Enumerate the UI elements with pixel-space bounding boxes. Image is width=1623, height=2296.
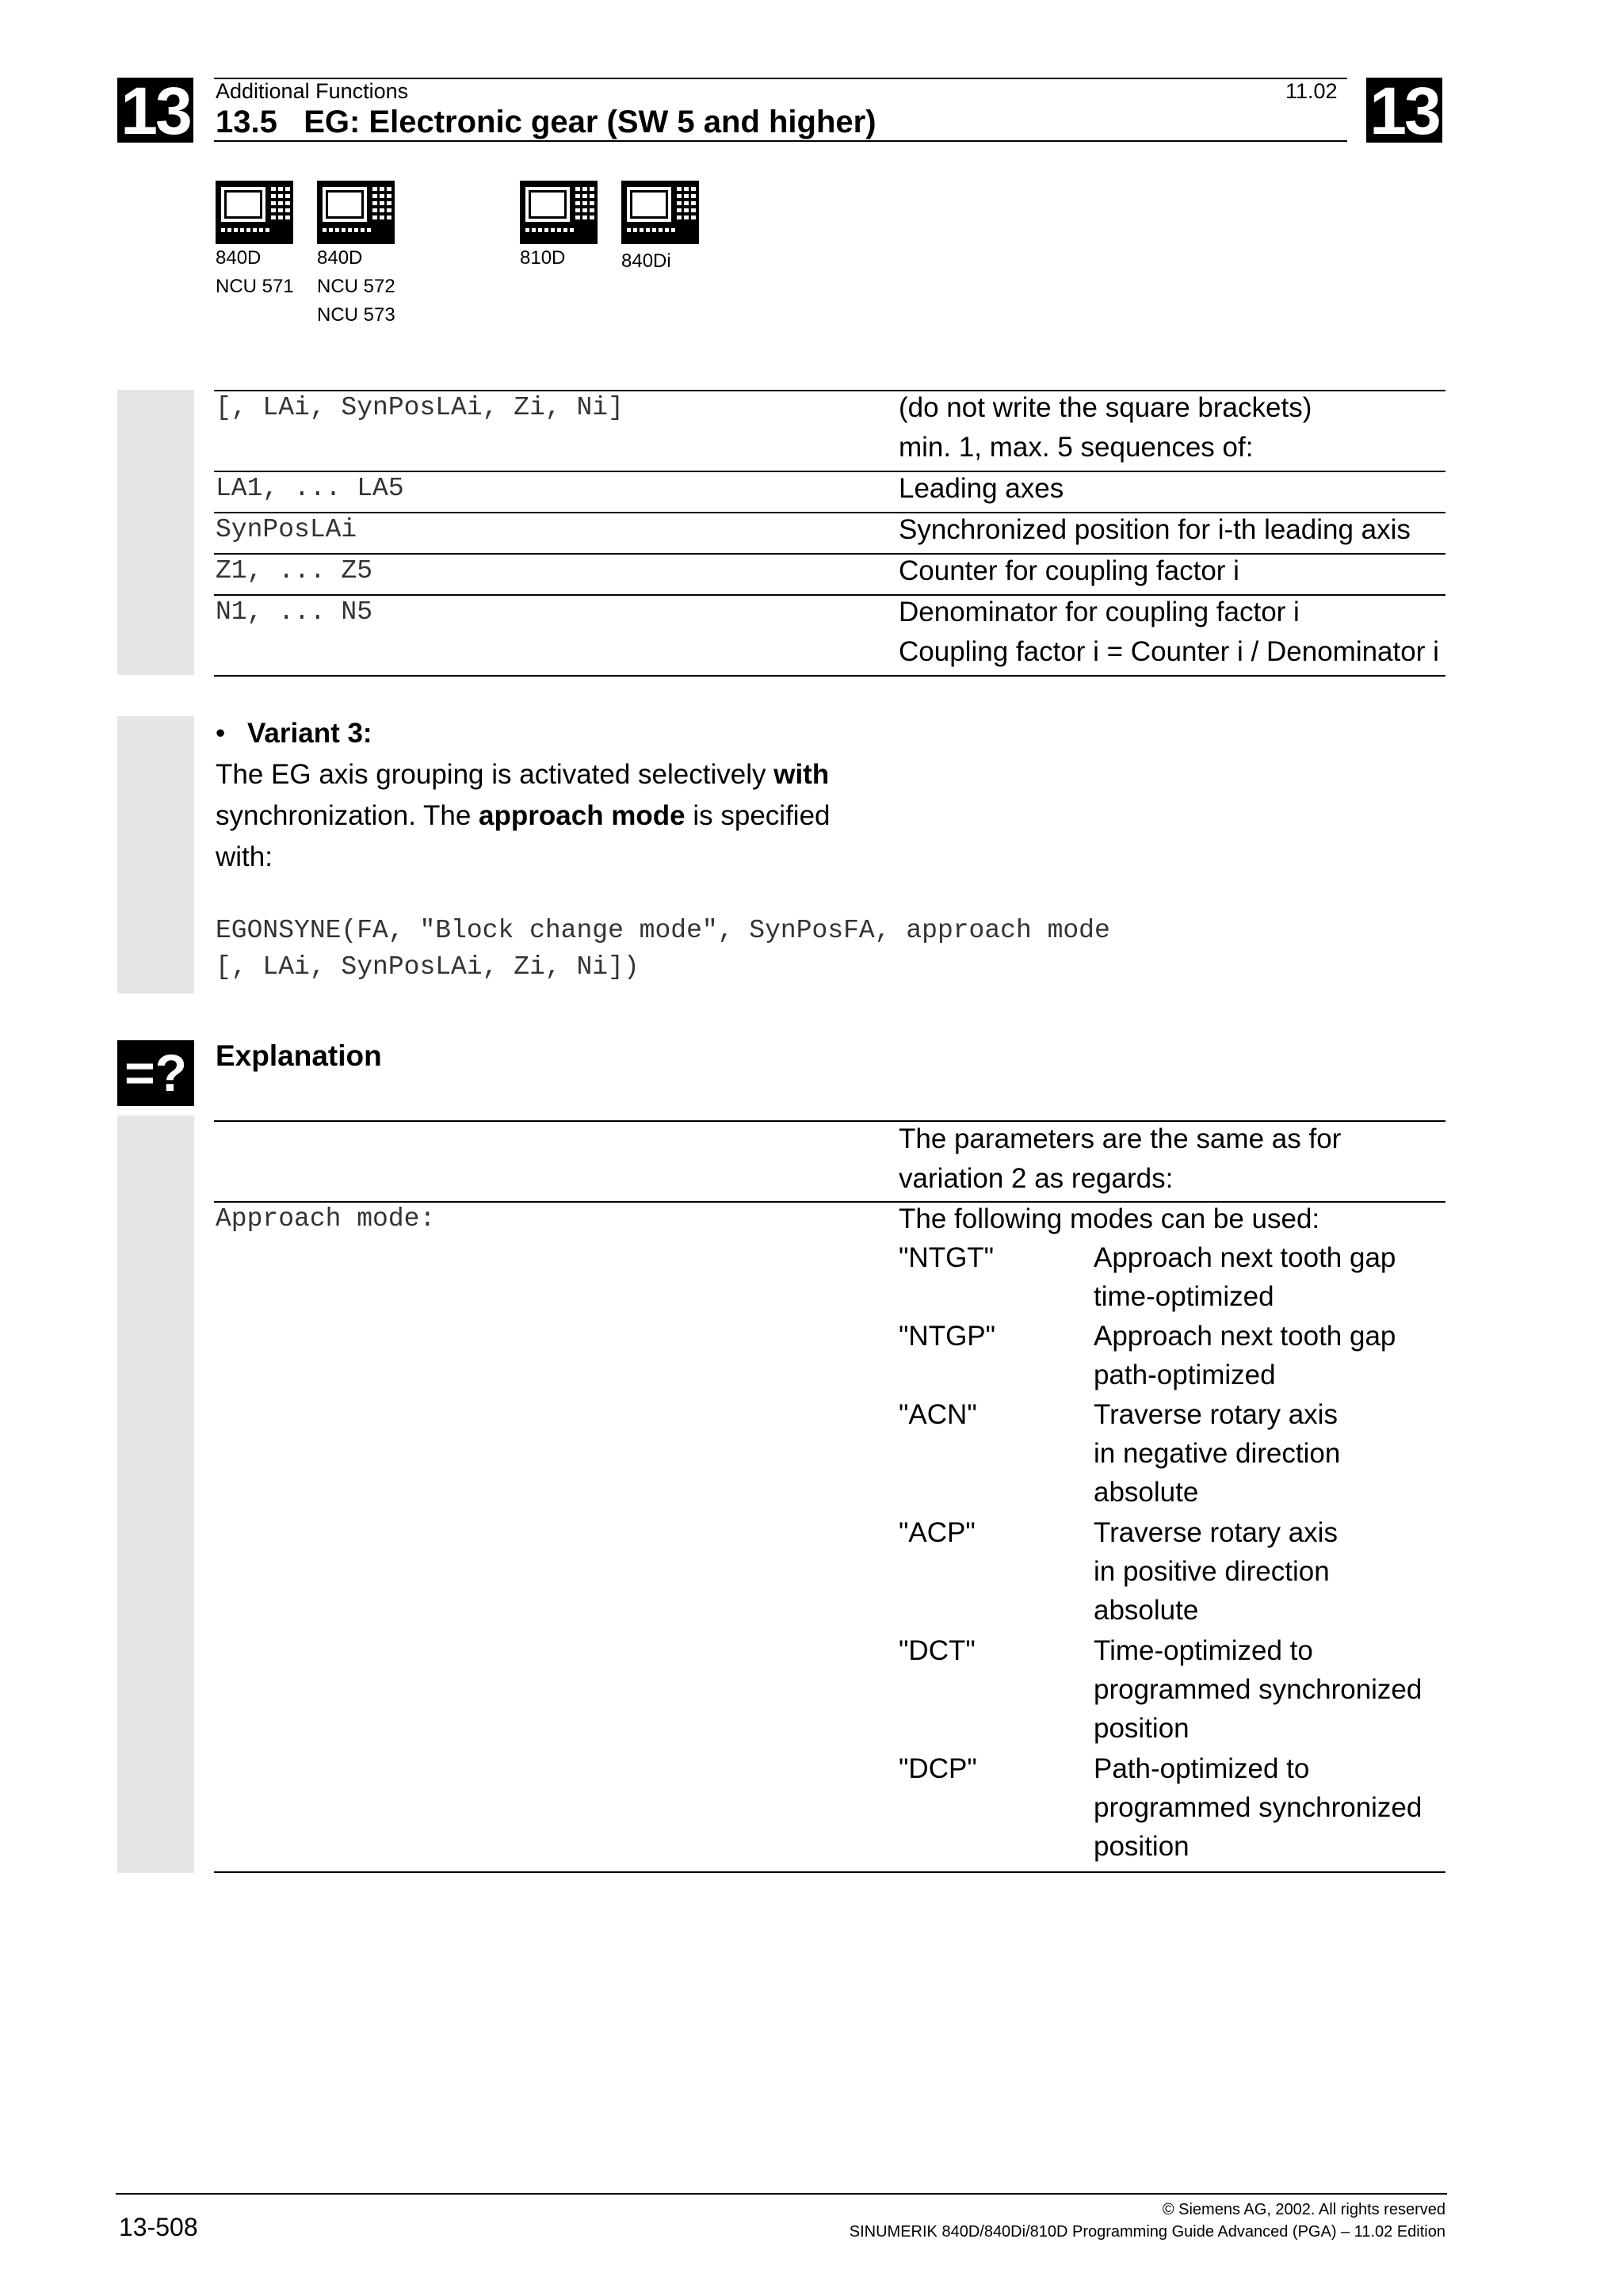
table-rule xyxy=(214,553,1445,555)
variant-line xyxy=(216,759,829,791)
control-label-line: 810D xyxy=(520,247,566,269)
explanation-icon xyxy=(117,1040,194,1106)
explanation-intro: The parameters are the same as for xyxy=(899,1123,1342,1154)
variant-text: synchronization. The xyxy=(216,800,479,831)
param-desc: Leading axes xyxy=(899,473,1064,504)
table-rule xyxy=(214,390,1445,391)
control-panel-icon xyxy=(520,181,598,244)
explanation-intro: variation 2 as regards: xyxy=(899,1163,1174,1194)
control-label-line: NCU 572 xyxy=(317,276,395,297)
control-840d-ncu571 xyxy=(216,181,293,248)
mode-code: "DCT" xyxy=(899,1635,976,1666)
mode-code: "DCP" xyxy=(899,1753,977,1784)
code-line: EGONSYNE(FA, "Block change mode", SynPosFA, approach mode xyxy=(216,916,1110,945)
margin-bar-explanation xyxy=(117,1116,194,1873)
control-810d xyxy=(520,181,598,248)
table-rule xyxy=(214,675,1445,677)
chapter-number-left: 13 xyxy=(117,78,193,143)
footer-copyright: © Siemens AG, 2002. All rights reserved xyxy=(1162,2201,1445,2218)
control-panel-icon xyxy=(317,181,395,244)
param-name: N1, ... N5 xyxy=(216,597,373,627)
mode-desc: programmed synchronized xyxy=(1094,1792,1423,1823)
footer-document: SINUMERIK 840D/840Di/810D Programming Guide Advanced (PGA) – 11.02 Edition xyxy=(849,2223,1445,2241)
table-rule xyxy=(214,1871,1445,1873)
mode-desc: Traverse rotary axis xyxy=(1094,1399,1338,1430)
mode-code: "ACP" xyxy=(899,1517,976,1548)
mode-desc: programmed synchronized xyxy=(1094,1674,1423,1705)
control-label-840d-ncu572 xyxy=(317,244,395,330)
param-desc: Synchronized position for i-th leading axis xyxy=(899,514,1411,545)
mode-desc: in positive direction xyxy=(1094,1556,1330,1587)
footer-rule xyxy=(116,2193,1447,2195)
variant-line: with: xyxy=(216,841,273,872)
mode-desc: position xyxy=(1094,1713,1190,1744)
control-label-line: 840D xyxy=(317,247,363,269)
mode-code: "NTGP" xyxy=(899,1321,996,1352)
header-date: 11.02 xyxy=(1285,79,1338,103)
param-desc: Counter for coupling factor i xyxy=(899,555,1239,586)
bullet-icon: • xyxy=(216,718,226,749)
mode-desc: absolute xyxy=(1094,1595,1199,1626)
control-panel-icon xyxy=(216,181,293,244)
mode-desc: path-optimized xyxy=(1094,1360,1276,1390)
variant-text: The EG axis grouping is activated selectively xyxy=(216,759,774,790)
table-rule xyxy=(214,471,1445,472)
mode-desc: position xyxy=(1094,1831,1190,1862)
param-name: LA1, ... LA5 xyxy=(216,474,404,503)
param-desc: Denominator for coupling factor i xyxy=(899,597,1300,627)
mode-desc: Path-optimized to xyxy=(1094,1753,1310,1784)
control-panel-icon xyxy=(621,181,699,244)
control-840d-ncu572 xyxy=(317,181,395,248)
header-bottom-rule xyxy=(214,140,1347,142)
chapter-number-right: 13 xyxy=(1366,78,1442,143)
variant-emph: with xyxy=(773,759,830,790)
mode-desc: in negative direction xyxy=(1094,1438,1341,1469)
param-desc: min. 1, max. 5 sequences of: xyxy=(899,432,1254,463)
control-label-840d-ncu571 xyxy=(216,244,294,301)
param-desc: Coupling factor i = Counter i / Denominator i xyxy=(899,636,1439,667)
param-desc: (do not write the square brackets) xyxy=(899,392,1312,423)
page-number: 13-508 xyxy=(119,2213,198,2241)
mode-desc: Traverse rotary axis xyxy=(1094,1517,1338,1548)
table-rule xyxy=(214,512,1445,513)
explanation-heading: Explanation xyxy=(216,1039,382,1072)
param-name: Approach mode: xyxy=(216,1204,436,1234)
control-840di xyxy=(621,181,699,248)
control-label-810d xyxy=(520,244,565,273)
mode-desc: Approach next tooth gap xyxy=(1094,1242,1396,1273)
table-rule xyxy=(214,594,1445,596)
table-rule xyxy=(214,1201,1445,1203)
control-label-840di xyxy=(621,247,671,276)
control-label-line: 840Di xyxy=(621,250,671,272)
variant-line xyxy=(216,800,831,832)
table-rule xyxy=(214,1120,1445,1122)
variant-text: is specified xyxy=(685,800,831,831)
margin-bar-params xyxy=(117,390,194,675)
explanation-icon-label: =? xyxy=(124,1043,187,1102)
section-label: Additional Functions xyxy=(216,79,409,103)
control-label-line: NCU 571 xyxy=(216,276,294,297)
margin-bar-variant xyxy=(117,716,194,994)
variant-bullet xyxy=(216,718,372,749)
control-label-line: NCU 573 xyxy=(317,304,395,326)
param-name: SynPosLAi xyxy=(216,515,357,544)
code-line: [, LAi, SynPosLAi, Zi, Ni]) xyxy=(216,952,640,982)
mode-desc: absolute xyxy=(1094,1477,1199,1508)
param-name: Z1, ... Z5 xyxy=(216,556,373,585)
section-title: 13.5 EG: Electronic gear (SW 5 and higher) xyxy=(216,105,876,139)
modes-lead: The following modes can be used: xyxy=(899,1203,1320,1234)
variant-emph: approach mode xyxy=(479,800,685,831)
mode-desc: Time-optimized to xyxy=(1094,1635,1313,1666)
mode-desc: Approach next tooth gap xyxy=(1094,1321,1396,1352)
mode-code: "ACN" xyxy=(899,1399,977,1430)
mode-desc: time-optimized xyxy=(1094,1281,1274,1312)
param-name: [, LAi, SynPosLAi, Zi, Ni] xyxy=(216,393,624,422)
mode-code: "NTGT" xyxy=(899,1242,995,1273)
variant-title: Variant 3: xyxy=(247,718,372,749)
control-label-line: 840D xyxy=(216,247,262,269)
